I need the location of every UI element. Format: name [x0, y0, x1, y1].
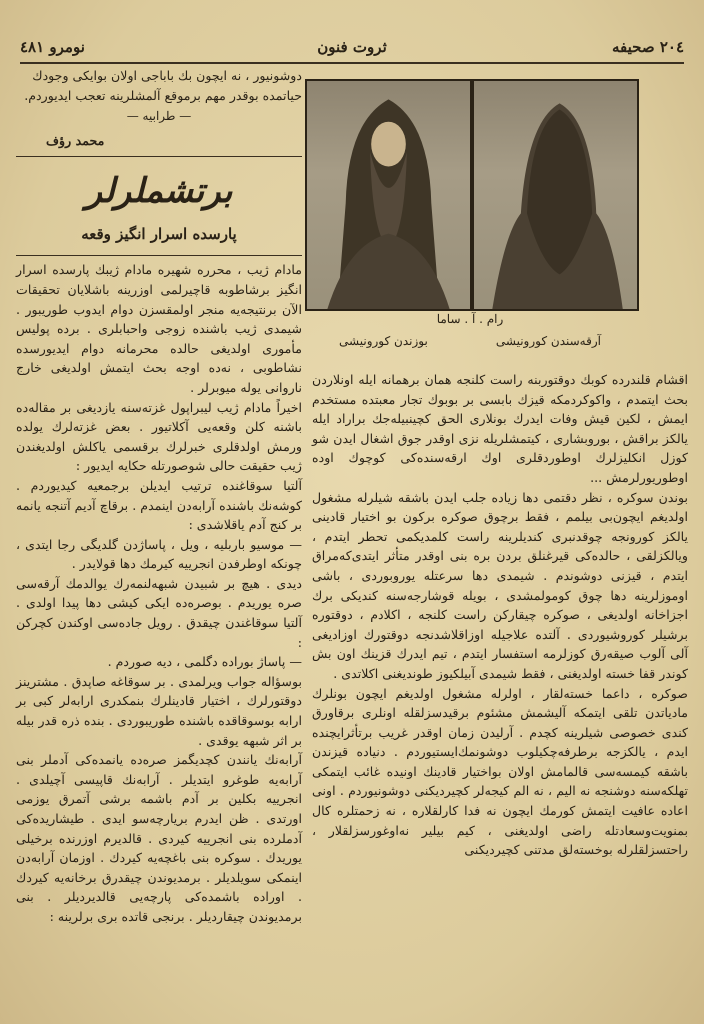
- man-back-figure: [474, 81, 637, 309]
- divider: [16, 156, 302, 157]
- page-header: [20, 36, 684, 64]
- paragraph: بوندن سوکره ، نظر دقتمی دها زیاده جلب ایدن باشقه شیلرله مشغول اولدیغم ایچون‌بی بیلمم ، فقط برچوق صوکره برکون بو اختیار قادینی یالکز کورونجه چوقدنبری کندیلرینه راست کلمدیکمی تحطر ایتدم ، ویالکزلقی ، حالده‌کی قیرغنلق بردن بره بنی اوقدر متأثر ایتدی‌که‌مراق ایتدم ، قیزنی دوشوندم . شیمدی دها سرعتله یوروبوردی ، باشی اوموزلرینه دها چوق کومولمشدی ، بویله قوشارجه‌سنه کندیکی برك اجزاخانه اولدیغی ، صوکره چیقارکن راست کلنجه ، اکلادم ، دوقتوره برشیلر کوروشیوردی . آلتده علاجیله اوزاقلاشدنجه دوقتورك اوزادیغی آلی آلوب صیقه‌رق کوزلرمه استفسار ایتدم ، تیم ایدرك قزینك اون بش کوندر قفا خسته اولدیغنی ، فقط شیمدی آبیلکیوز طوندیغنی اکلاتدی .: [312, 489, 688, 681]
- paragraph: — موسیو باربلیه ، ویل ، پاساژدن گلدیگی رجا ایتدی ، چونکه اوطرفدن انجرییه کیرمك دها قولایدر .: [16, 536, 302, 572]
- paragraph: مادام ژیب ، محرره شهیره مادام ژیبك پارسده اسرار انگیز برشاطوبه قاچیرلمی اوزرینه باشلایان تحقیقات الآن برنتیجه‌یه منجر اولمقسزن دوام ایدوب طوریبور . شیمدی ژیب باشنده زوجی واحبابلری . برده پولیس مأموری اولدیغی حالده محرمانه دوام ایدیورسده نشاطوبی ، نه‌ده اوجه بحث ایتمش اولدیغی خارج ناروانی یوله میوبرلر .: [16, 262, 302, 395]
- section-subtitle: پارسده اسرار انگیز وقعه: [81, 225, 237, 244]
- section-title: برتشملرلر: [85, 171, 233, 212]
- source-line: — طرابیه —: [126, 109, 192, 124]
- paragraph: — پاساژ بوراده دگلمی ، دیه صوردم .: [107, 654, 302, 670]
- caption-front: بوزندن کورونیشی: [339, 334, 428, 348]
- caption-back: آرقه‌سندن کورونیشی: [495, 334, 601, 348]
- caption-title: رام . آ . ساما: [436, 312, 504, 326]
- paragraph: آرابه‌نك یانندن کچدیگمز صره‌ده یانمده‌کی آدملر بنی آرابه‌یه طوغرو ایتدیلر . آرابه‌نك قاپیسی آچیلدی . انجرییه بکلین بر آدم باشمه برشی آتمرق یوزمی اورتدی . ظن ایدرم بریارچه‌سو ایدی . طیشاریده‌کی آدملرده بنی انجرییه کیردی . قالدیرم اوزرنده برخیلی یوریدك . سوکره بنی باغچه‌یه کیردك . اوزمان آرابه‌دن اینمکی سویلدیلر . برمدیوندن چیقدرق برخانه‌یه کیردك . اوراده باشمده‌کی پارچه‌یی قالدیردیلر . بنی برمدیوندن چیقاردیلر . برنجی قاتده بری برلرینه :: [16, 752, 302, 924]
- right-column: [312, 370, 688, 860]
- magazine-title: ثروت فنون: [317, 38, 387, 56]
- paragraph: آلتیا سوقاغنده ترتیب ایدیلن برجمعیه کیدیوردم . کوشه‌نك باشنده آرابه‌دن اینمدم . برقاچ آدیم آتنجه یانمه بر کنج آدم یاقلاشدی :: [16, 477, 302, 533]
- paragraph: اخیراً مادام ژیب لیبراپول غزته‌سنه یازدیغی بر مقاله‌ده باشنه کلن وقعه‌یی آکلاتیور . بعض غزته‌لرك یولده ورمش اولدقلری خبرلرك برقسمی یاکلش اولدیغندن ژیب حقیقت حالی شوصورتله حکایه ایدیور :: [16, 399, 302, 474]
- divider: [16, 255, 302, 256]
- left-column: [16, 66, 302, 927]
- issue-number: نومرو ٤٨١: [20, 38, 85, 56]
- photo-back: [474, 81, 637, 309]
- page-number: ۲۰٤ صحیفه: [612, 38, 684, 56]
- author-signature: محمد رؤف: [46, 132, 105, 148]
- paragraph: دیدی . هیچ بر شبیدن شبهه‌لنمه‌رك یوالدمك آرقه‌سی صره یوریدم . بوصره‌ده ایکی کیشی دها پیدا اولدی . آلتیا سوقاغندن چیقدق . رویل جاده‌سی اوکندن کچرکن :: [16, 575, 302, 650]
- man-front-figure: [307, 81, 470, 309]
- paragraph: صوکره ، داعما خسته‌لقار ، اولرله مشغول اولدیغم ایچون بونلرك مادیاتدن تلقی ایتمکه آلیشمش مشئوم برقیدسزلقله اونلری برقاورق کندی خصوصی شیلرینه کچدم . آرلیدن زمان اوقدر غریب برتأثرایچنده ایدم ، یالکزجه برطرفه‌چکیلوب دوشونمك‌ایستیوردم . دنیاده قیزندن باشقه کیمسه‌سی قالمامش اولان بواختیار قادینك اونیده غائب ایتمکی تهلکه‌سنه دوشنجه نه الیم ، نه الم کیجه‌لر کچیردیکنی دوشونیوردم . اونی اعاده عافیت ایتمش کورمك ایچون نه فدا کارلقلاره ، نه زحمتلره کال بمنویت‌وسعادتله راضی اولدیغنی ، کیم بیلیر نه‌اوغورسزلقلار ، راحتسزلقلرله بوخسته‌لق مدتنی کچیردیکنی: [312, 685, 688, 858]
- photo-front: [307, 81, 470, 309]
- intro-line: حیاتمده بوقدر مهم برموقع آلمشلرینه تعجب ایدیوردم.: [24, 87, 302, 103]
- photo-captions: [305, 312, 635, 348]
- photo-pair: [305, 79, 639, 311]
- intro-line: دوشونیور ، نه ایچون بك باباجی اولان بوایکی وجودك: [32, 68, 302, 83]
- paragraph: بوسؤاله جواب ویرلمدی . بر سوقاغه صاپدق . مشترینز دوقتورلرك ، اختیار قادینلرك بنمکدری ارابه‌لر کبی بر ارابه بوسوقاقده باشنده طوریبوردی . بنده ذره قدر بیله بر اثر شبهه یوقدی .: [16, 673, 302, 748]
- paragraph: اقشام قلندرده کوبك دوقتوربنه راست کلنجه همان برهمانه ایله اونلاردن بحث ایتمدم ، واکوکردمکه قیزك بابسی بر بوبوك تجار معبتده مستخدم ایمش ، لکین قیش وفات ایدرك بونلاری الحق کچینبیله‌جك براراد ایله یالکز براقش ، بوروبشاری ، کیتمشلریله نزی اوقدر جوق اشغال ایدن شو کوزل انکلیزلرك اوطوردقلری اوك ارقه‌سنده‌کی کوچوك اوده اوطوریورلرمش ...: [312, 372, 688, 485]
